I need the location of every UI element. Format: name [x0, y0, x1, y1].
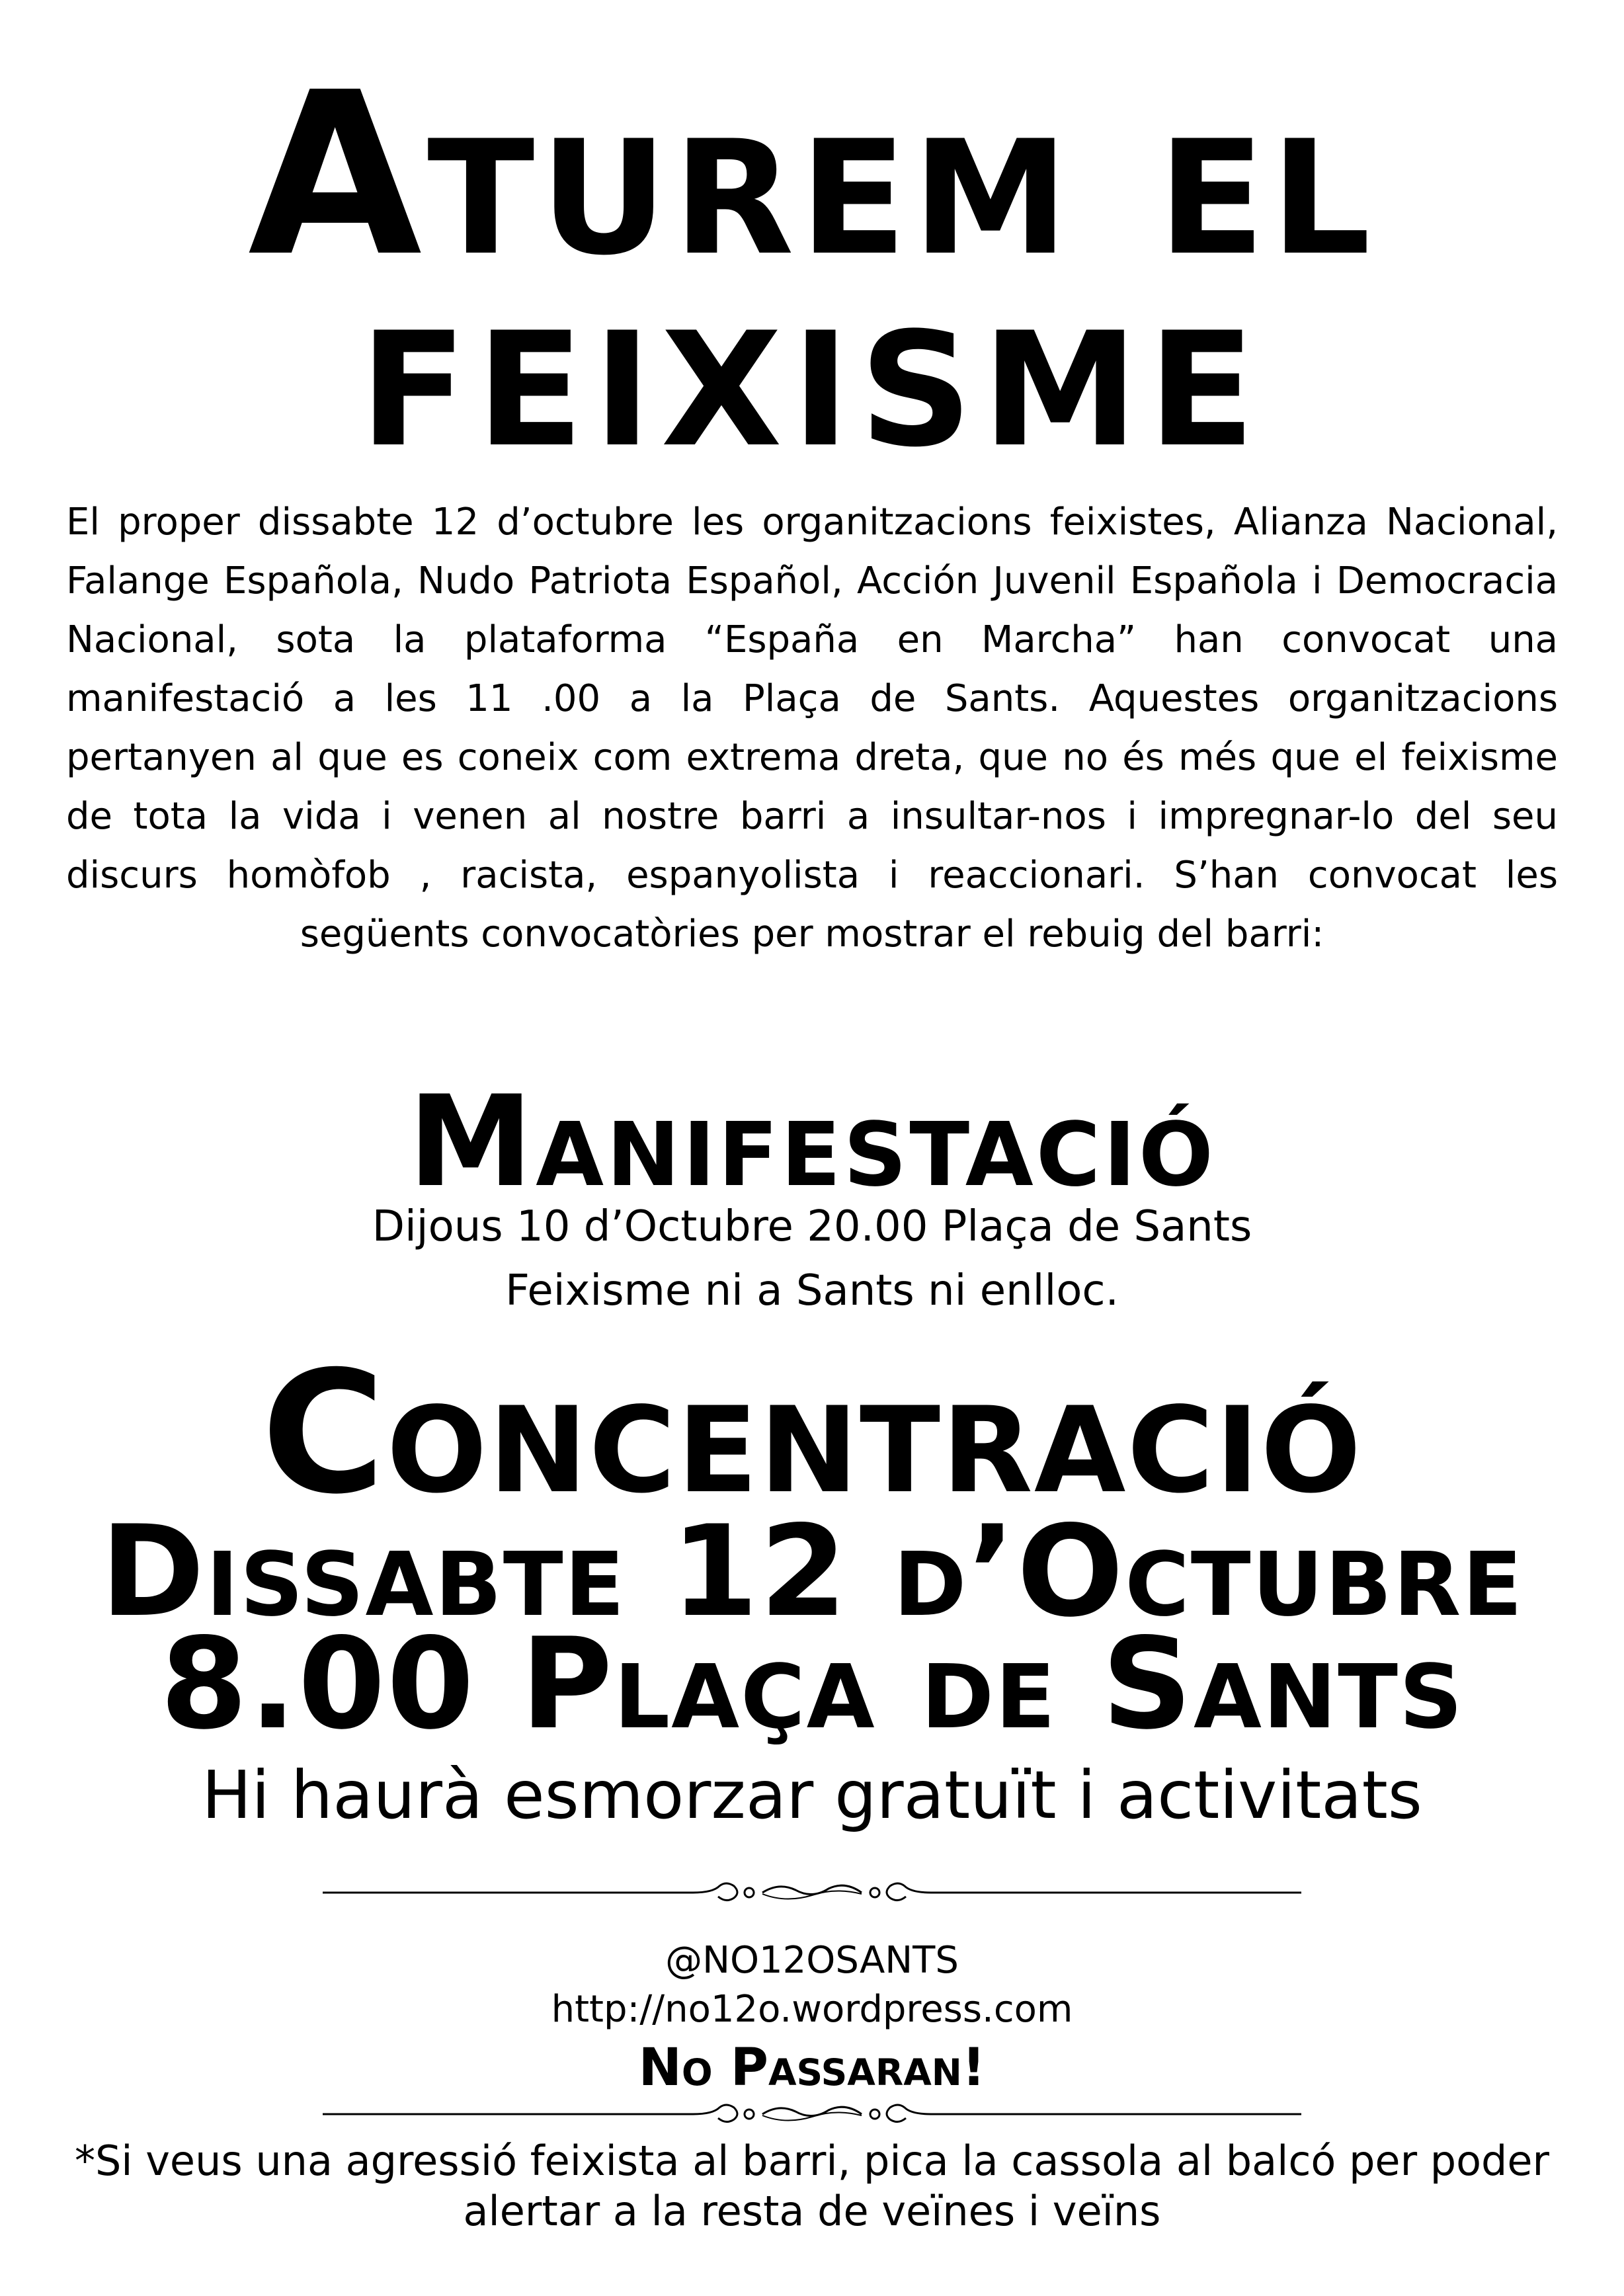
- ornamental-divider-icon: [323, 2101, 1301, 2127]
- title-line-2: feixisme: [359, 236, 1265, 498]
- manifestacio-slogan: Feixisme ni a Sants ni enlloc.: [505, 1266, 1119, 1315]
- manifestacio-heading: Manifestació: [408, 1069, 1216, 1215]
- concentracio-time-place: 8.00 Plaça de Sants: [160, 1611, 1464, 1757]
- ornamental-divider-icon: [323, 1879, 1301, 1906]
- title-line-1: Aturem el: [247, 44, 1377, 306]
- closing-slogan: No Passaran!: [638, 2038, 986, 2098]
- concentracio-heading: Concentració: [261, 1335, 1363, 1532]
- manifestacio-date-place: Dijous 10 d’Octubre 20.00 Plaça de Sants: [372, 1202, 1252, 1251]
- twitter-handle: @NO12OSANTS: [665, 1939, 959, 1982]
- concentracio-date: Dissabte 12 d’Octubre: [100, 1498, 1524, 1645]
- footnote: *Si veus una agressió feixista al barri, pica la cassola al balcó per poder alertar a la resta de veïnes i veïns: [74, 2137, 1550, 2235]
- website-link: http://no12o.wordpress.com: [551, 1988, 1073, 2031]
- concentracio-extra: Hi haurà esmorzar gratuït i activitats: [202, 1756, 1422, 1834]
- intro-paragraph: El proper dissabte 12 d’octubre les organitzacions feixistes, Alianza Nacional, Falange Española, Nudo Patriota Español, Acción Juvenil Española i Democracia Nacional, sota la plataforma “España en Marcha” han convocat una manifestació a les 11 .00 a la Plaça de Sants. Aquestes organitzacions pertanyen al que es coneix com extrema dreta, que no és més que el feixisme de tota la vida i venen al nostre barri a insultar-nos i impregnar-lo del seu discurs homòfob , racista, espanyolista i reaccionari. S’han convocat les següents convocatòries per mostrar el rebuig del barri:: [66, 501, 1558, 956]
